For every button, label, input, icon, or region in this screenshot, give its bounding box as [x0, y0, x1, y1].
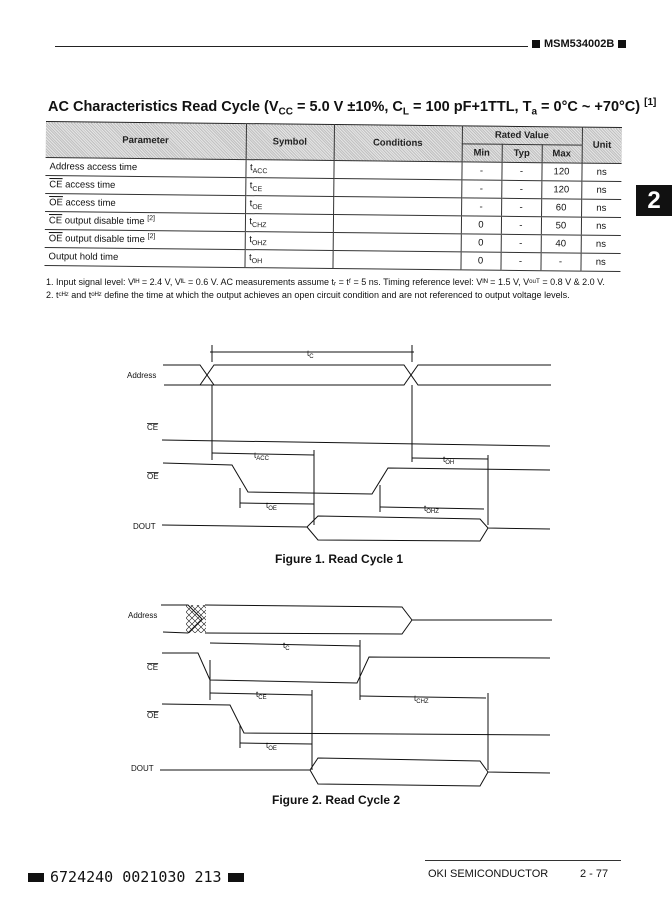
- cell-max: 40: [541, 235, 581, 253]
- cell-conditions: [333, 215, 461, 234]
- cell-min: -: [461, 198, 501, 216]
- param-text: output disable time: [62, 215, 148, 228]
- param-bar: $\overline{CE}$: [48, 215, 63, 227]
- symbol-t: t: [249, 234, 252, 246]
- footer-page-number: 2 - 77: [580, 868, 609, 880]
- ac-characteristics-table: [44, 121, 621, 272]
- cell-parameter: [45, 211, 245, 231]
- cell-conditions: [333, 161, 461, 180]
- param-text: access time: [62, 197, 116, 210]
- cell-min: -: [461, 180, 501, 198]
- cell-max: 120: [541, 163, 581, 181]
- title-ref: [1]: [644, 97, 657, 108]
- header-conditions: Conditions: [334, 125, 462, 162]
- param-text: Output hold time: [48, 251, 119, 264]
- param-text: access time: [62, 179, 116, 192]
- timing-label-tchz: $t_{CHZ}$: [414, 694, 429, 705]
- black-bar-icon: [228, 873, 244, 882]
- timing-label-tohz: $t_{OHZ}$: [424, 504, 439, 515]
- table-notes: [46, 276, 626, 302]
- cell-symbol: [245, 178, 333, 197]
- cell-max: 120: [541, 181, 581, 199]
- header-max: Max: [542, 145, 582, 163]
- oe-waveform: [163, 463, 550, 494]
- cell-symbol: [245, 160, 333, 179]
- title-mid2: = 100 pF+1TTL, T: [408, 98, 532, 115]
- dout-waveform: [310, 770, 488, 786]
- symbol-sub: CE: [252, 186, 263, 194]
- timing-label-tacc: $t_{ACC}$: [254, 451, 269, 462]
- symbol-t: t: [249, 252, 252, 264]
- section-tab: 2: [636, 185, 672, 216]
- cell-parameter: [45, 229, 245, 249]
- cell-max: 50: [541, 217, 581, 235]
- cell-unit: ns: [581, 199, 621, 217]
- footer-barcode-text: [22, 868, 250, 886]
- timing-label-tc: $t_C$: [283, 641, 290, 652]
- timing-label-toh: $t_{OH}$: [443, 455, 455, 466]
- timing-label-tc: $t_C$: [307, 349, 314, 360]
- timing-label-toe: $t_{OE}$: [266, 501, 277, 512]
- cell-typ: -: [501, 198, 541, 216]
- cell-unit: ns: [581, 235, 621, 253]
- part-number: MSM534002B: [544, 38, 615, 50]
- signal-label-dout: DOUT: [133, 522, 156, 531]
- square-bullet-icon: [618, 40, 626, 48]
- cell-symbol: [245, 196, 333, 215]
- cell-symbol: [244, 250, 332, 269]
- cell-typ: -: [501, 180, 541, 198]
- cell-min: -: [461, 162, 501, 180]
- timing-label-tce: $t_{CE}$: [256, 690, 267, 701]
- header-rule: [55, 46, 528, 47]
- tacc-dimension-line: [212, 453, 314, 455]
- square-bullet-icon: [532, 40, 540, 48]
- cell-conditions: [333, 179, 461, 198]
- cell-unit: ns: [581, 181, 621, 199]
- ce-waveform: [162, 653, 550, 683]
- cell-unit: ns: [580, 253, 620, 271]
- signal-label-oe: OE: [147, 472, 159, 481]
- oe-waveform: [162, 704, 550, 735]
- symbol-t: t: [249, 216, 253, 228]
- signal-label-oe: OE: [147, 711, 159, 720]
- symbol-sub: OHZ: [251, 240, 267, 248]
- header-part-number: [528, 38, 630, 50]
- cell-unit: ns: [581, 217, 621, 235]
- toh-dimension-line: [412, 458, 488, 459]
- signal-label-address: Address: [128, 611, 158, 620]
- symbol-sub: ACC: [252, 168, 268, 176]
- cell-min: 0: [460, 252, 500, 270]
- cell-min: 0: [461, 216, 501, 234]
- signal-label-ce: CE: [147, 423, 159, 432]
- param-text: Address access time: [49, 161, 138, 174]
- symbol-t: t: [249, 198, 253, 210]
- footer-company: OKI SEMICONDUCTOR: [428, 868, 549, 880]
- toe-dimension-line: [240, 743, 312, 744]
- header-symbol: Symbol: [246, 124, 334, 161]
- cell-typ: -: [501, 234, 541, 252]
- cell-typ: -: [501, 216, 541, 234]
- note-1: 1. Input signal level: Vᴵᴴ = 2.4 V, Vᴵᴸ = 0.6 V. AC measurements assume tᵣ = tᶠ = 5 ns. Timing reference level: Vᴵᴺ = 1.5 V, Vᵒᵘᵀ = 0.8 V & 2.0 V.: [46, 277, 605, 287]
- toe-dimension-line: [240, 503, 314, 504]
- note-2: 2. tᶜᴴᶻ and tᵒᴴᶻ define the time at which the output achieves an open circuit condition and are not referenced to output voltage levels.: [46, 290, 570, 300]
- cell-conditions: [333, 233, 461, 252]
- header-parameter: Parameter: [46, 121, 246, 159]
- cell-typ: -: [500, 252, 540, 270]
- address-waveform: [205, 605, 552, 620]
- ce-waveform: [162, 440, 550, 446]
- cell-typ: -: [501, 162, 541, 180]
- cell-parameter: [44, 247, 244, 267]
- title-mid1: = 5.0 V ±10%, C: [292, 98, 403, 115]
- address-waveform: [163, 365, 214, 385]
- section-title: [48, 97, 656, 118]
- dout-waveform: [307, 527, 488, 541]
- figure-2-caption: Figure 2. Read Cycle 2: [272, 793, 401, 807]
- header-typ: Typ: [502, 144, 542, 162]
- figure-1-timing-diagram: [0, 340, 672, 580]
- cell-unit: ns: [581, 163, 621, 181]
- header-rated-value: Rated Value: [462, 126, 582, 145]
- cell-max: 60: [541, 199, 581, 217]
- figure-1-caption: Figure 1. Read Cycle 1: [275, 552, 404, 566]
- cell-min: 0: [461, 234, 501, 252]
- symbol-t: t: [249, 162, 253, 174]
- title-cl-sub: L: [402, 106, 409, 118]
- barcode-text: 6724240 0021030 213: [50, 868, 222, 886]
- title-vcc-sub: CC: [278, 106, 293, 118]
- param-note: [2]: [147, 233, 156, 241]
- param-bar: $\overline{CE}$: [49, 179, 63, 191]
- title-suffix: = 0°C ~ +70°C): [537, 98, 641, 115]
- param-bar: $\overline{OE}$: [49, 197, 63, 209]
- header-unit: Unit: [582, 127, 622, 163]
- cell-parameter: [45, 157, 245, 177]
- signal-label-ce: CE: [147, 663, 159, 672]
- cell-symbol: [245, 214, 333, 233]
- cell-conditions: [333, 197, 461, 216]
- title-prefix: AC Characteristics Read Cycle (V: [48, 98, 279, 115]
- param-note: [2]: [147, 215, 156, 223]
- table-body: [44, 157, 621, 271]
- signal-label-dout: DOUT: [131, 764, 154, 773]
- dout-waveform: [160, 758, 550, 773]
- cell-conditions: [332, 251, 460, 270]
- signal-label-address: Address: [127, 371, 157, 380]
- header-min: Min: [462, 144, 502, 162]
- dout-waveform: [162, 516, 550, 529]
- cell-max: -: [540, 253, 580, 271]
- symbol-sub: CHZ: [252, 222, 267, 230]
- tchz-dimension-line: [360, 696, 486, 698]
- address-invalid-hatch: [186, 605, 206, 633]
- cell-parameter: [45, 175, 245, 195]
- title-ta-sub: a: [531, 106, 538, 118]
- timing-label-toe: $t_{OE}$: [266, 741, 277, 752]
- param-bar: $\overline{OE}$: [48, 233, 63, 245]
- black-bar-icon: [28, 873, 44, 882]
- param-text: output disable time: [62, 233, 148, 246]
- address-waveform: [205, 620, 412, 634]
- cell-symbol: [245, 232, 333, 251]
- symbol-sub: OH: [251, 258, 263, 266]
- footer-rule: [425, 860, 621, 861]
- figure-2-timing-diagram: [0, 590, 672, 800]
- cell-parameter: [45, 193, 245, 213]
- symbol-t: t: [249, 180, 253, 192]
- address-waveform: [200, 365, 551, 385]
- address-waveform: [214, 365, 551, 385]
- symbol-sub: OE: [252, 204, 263, 212]
